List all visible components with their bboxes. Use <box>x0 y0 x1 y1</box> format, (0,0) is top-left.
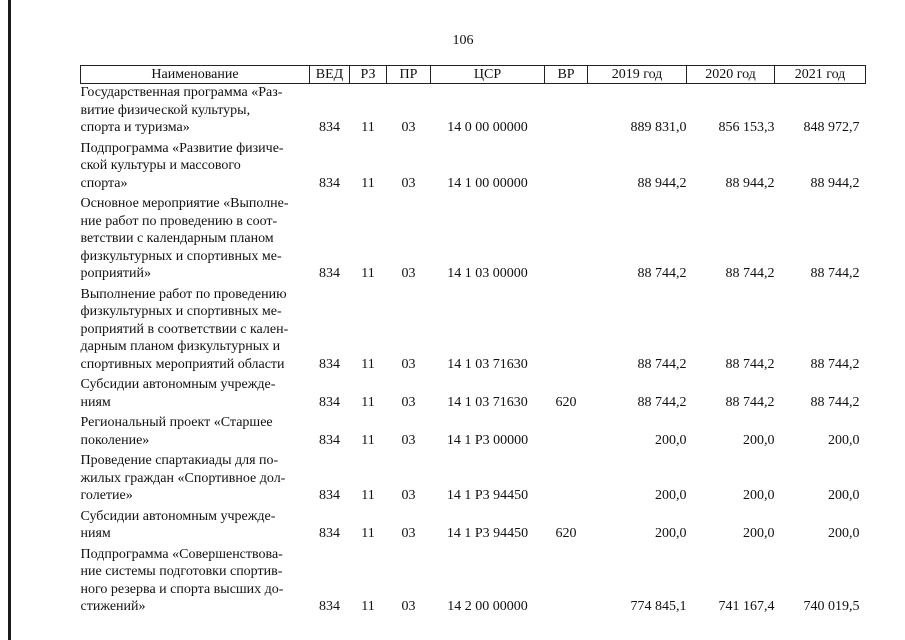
row-name-line: витие физической культуры, <box>80 102 251 118</box>
row-2021: 200,0 <box>828 432 860 448</box>
row-name <box>81 508 310 546</box>
row-2019: 889 831,0 <box>630 120 687 135</box>
row-name-line: спорта» <box>80 175 128 191</box>
row-pr: 03 <box>401 599 416 614</box>
row-pr: 03 <box>401 356 416 372</box>
row-csr: 14 1 P3 00000 <box>446 432 529 448</box>
table-row <box>81 286 866 377</box>
row-name-line: стижений» <box>80 599 146 614</box>
row-name <box>81 140 310 196</box>
header-2021: 2021 год <box>775 66 866 84</box>
page-left-edge <box>8 0 11 640</box>
row-2019: 774 845,1 <box>630 599 687 614</box>
row-name-line: Проведение спартакиады для по- <box>80 453 279 468</box>
row-rz: 11 <box>361 356 375 372</box>
header-name: Наименование <box>81 66 310 84</box>
row-name-line: жилых граждан «Спортивное дол- <box>80 470 286 486</box>
row-ved: 834 <box>319 432 340 448</box>
row-csr: 14 2 00 00000 <box>447 599 528 614</box>
row-ved: 834 <box>319 175 340 191</box>
row-name-line: физкультурных и спортивных ме- <box>80 248 282 264</box>
row-name <box>81 452 310 508</box>
row-2019: 200,0 <box>655 526 687 541</box>
row-name-line: ного резерва и спорта высших до- <box>80 581 284 597</box>
row-name-line: голетие» <box>80 488 133 503</box>
row-name-line: ние работ по проведению в соот- <box>80 213 278 229</box>
row-pr: 03 <box>401 175 416 191</box>
row-name <box>81 286 310 377</box>
row-vr <box>545 195 588 286</box>
row-rz: 11 <box>361 526 375 541</box>
table-row <box>81 452 866 508</box>
row-name <box>81 84 310 140</box>
row-name-line: Выполнение работ по проведению <box>80 286 287 302</box>
row-pr: 03 <box>401 394 416 410</box>
row-name-line: ской культуры и массового <box>80 158 241 173</box>
row-vr <box>545 286 588 377</box>
row-pr: 03 <box>401 266 416 281</box>
row-2019: 88 744,2 <box>637 266 687 281</box>
table-row <box>81 376 866 414</box>
table-body <box>81 84 866 619</box>
row-name <box>81 376 310 414</box>
row-name-line: спорта и туризма» <box>80 120 190 135</box>
header-rz: РЗ <box>350 66 387 84</box>
header-2020: 2020 год <box>687 66 775 84</box>
row-rz: 11 <box>361 120 375 135</box>
page-number: 106 <box>452 33 474 48</box>
row-pr: 03 <box>401 120 416 135</box>
row-name-line: физкультурных и спортивных ме- <box>80 304 282 319</box>
row-name-line: дарным планом физкультурных и <box>80 339 281 354</box>
row-csr: 14 1 03 71630 <box>447 356 528 372</box>
row-2019: 200,0 <box>655 432 687 448</box>
row-2020: 200,0 <box>743 488 775 503</box>
table-row <box>81 140 866 196</box>
row-ved: 834 <box>319 266 340 281</box>
row-name-line: Государственная программа «Раз- <box>80 85 283 100</box>
row-2020: 200,0 <box>743 526 775 541</box>
row-name-line: поколение» <box>80 432 150 448</box>
row-pr: 03 <box>401 432 416 448</box>
row-vr <box>545 84 588 140</box>
row-2020: 88 744,2 <box>725 394 775 410</box>
row-2021: 740 019,5 <box>803 599 860 614</box>
row-name-line: Подпрограмма «Совершенствова- <box>80 546 283 562</box>
row-ved: 834 <box>319 599 340 614</box>
row-rz: 11 <box>361 266 375 281</box>
row-2020: 856 153,3 <box>718 120 775 135</box>
row-2019: 88 944,2 <box>637 175 687 191</box>
row-vr <box>545 414 588 452</box>
row-rz: 11 <box>361 394 375 410</box>
row-name-line: ветствии с календарным планом <box>80 231 274 246</box>
row-rz: 11 <box>361 432 375 448</box>
row-2019: 88 744,2 <box>637 356 687 372</box>
row-2020: 200,0 <box>743 432 775 448</box>
row-2021: 200,0 <box>828 488 860 503</box>
row-2020: 88 744,2 <box>725 266 775 281</box>
table-row <box>81 84 866 140</box>
table-header-row <box>81 66 866 84</box>
table-row <box>81 508 866 546</box>
row-rz: 11 <box>361 488 375 503</box>
header-pr: ПР <box>387 66 431 84</box>
header-2019: 2019 год <box>588 66 687 84</box>
row-ved: 834 <box>319 526 340 541</box>
row-2020: 741 167,4 <box>718 599 775 614</box>
row-pr: 03 <box>401 526 416 541</box>
row-2021: 88 944,2 <box>810 175 860 191</box>
row-name-line: ниям <box>80 526 111 541</box>
row-csr: 14 1 P3 94450 <box>446 488 529 503</box>
row-vr <box>545 452 588 508</box>
row-name-line: Региональный проект «Старшее <box>80 415 273 430</box>
row-2019: 200,0 <box>655 488 687 503</box>
row-ved: 834 <box>319 120 340 135</box>
row-name-line: Основное мероприятие «Выполне- <box>80 196 289 211</box>
budget-table <box>80 65 866 619</box>
row-2020: 88 944,2 <box>725 175 775 191</box>
row-name <box>81 195 310 286</box>
row-name-line: ние системы подготовки спортив- <box>80 564 283 579</box>
table-row <box>81 414 866 452</box>
row-csr: 14 0 00 00000 <box>447 120 528 135</box>
row-2021: 88 744,2 <box>810 394 860 410</box>
row-vr: 620 <box>555 394 577 410</box>
row-csr: 14 1 03 71630 <box>447 394 528 410</box>
row-2021: 200,0 <box>828 526 860 541</box>
row-name-line: Субсидии автономным учрежде- <box>80 508 276 524</box>
row-name-line: Подпрограмма «Развитие физиче- <box>80 140 284 156</box>
header-ved: ВЕД <box>310 66 350 84</box>
row-vr <box>545 140 588 196</box>
row-name-line: ниям <box>80 394 111 410</box>
row-name-line: роприятий» <box>80 266 152 281</box>
row-name-line: роприятий в соответствии с кален- <box>80 321 289 337</box>
header-csr: ЦСР <box>431 66 545 84</box>
table-row <box>81 195 866 286</box>
row-pr: 03 <box>401 488 416 503</box>
row-2020: 88 744,2 <box>725 356 775 372</box>
row-ved: 834 <box>319 488 340 503</box>
row-csr: 14 1 00 00000 <box>447 175 528 191</box>
header-vr: ВР <box>545 66 588 84</box>
row-2021: 848 972,7 <box>803 120 860 135</box>
row-vr <box>545 546 588 619</box>
row-csr: 14 1 03 00000 <box>447 266 528 281</box>
row-ved: 834 <box>319 394 340 410</box>
row-2021: 88 744,2 <box>810 266 860 281</box>
row-name-line: спортивных мероприятий области <box>80 356 285 372</box>
row-name <box>81 546 310 619</box>
row-2019: 88 744,2 <box>637 394 687 410</box>
table-row <box>81 546 866 619</box>
row-csr: 14 1 P3 94450 <box>446 526 529 541</box>
row-ved: 834 <box>319 356 340 372</box>
row-vr: 620 <box>555 526 577 541</box>
row-name-line: Субсидии автономным учрежде- <box>80 377 276 392</box>
row-name <box>81 414 310 452</box>
row-rz: 11 <box>361 175 375 191</box>
row-2021: 88 744,2 <box>810 356 860 372</box>
row-rz: 11 <box>361 599 375 614</box>
